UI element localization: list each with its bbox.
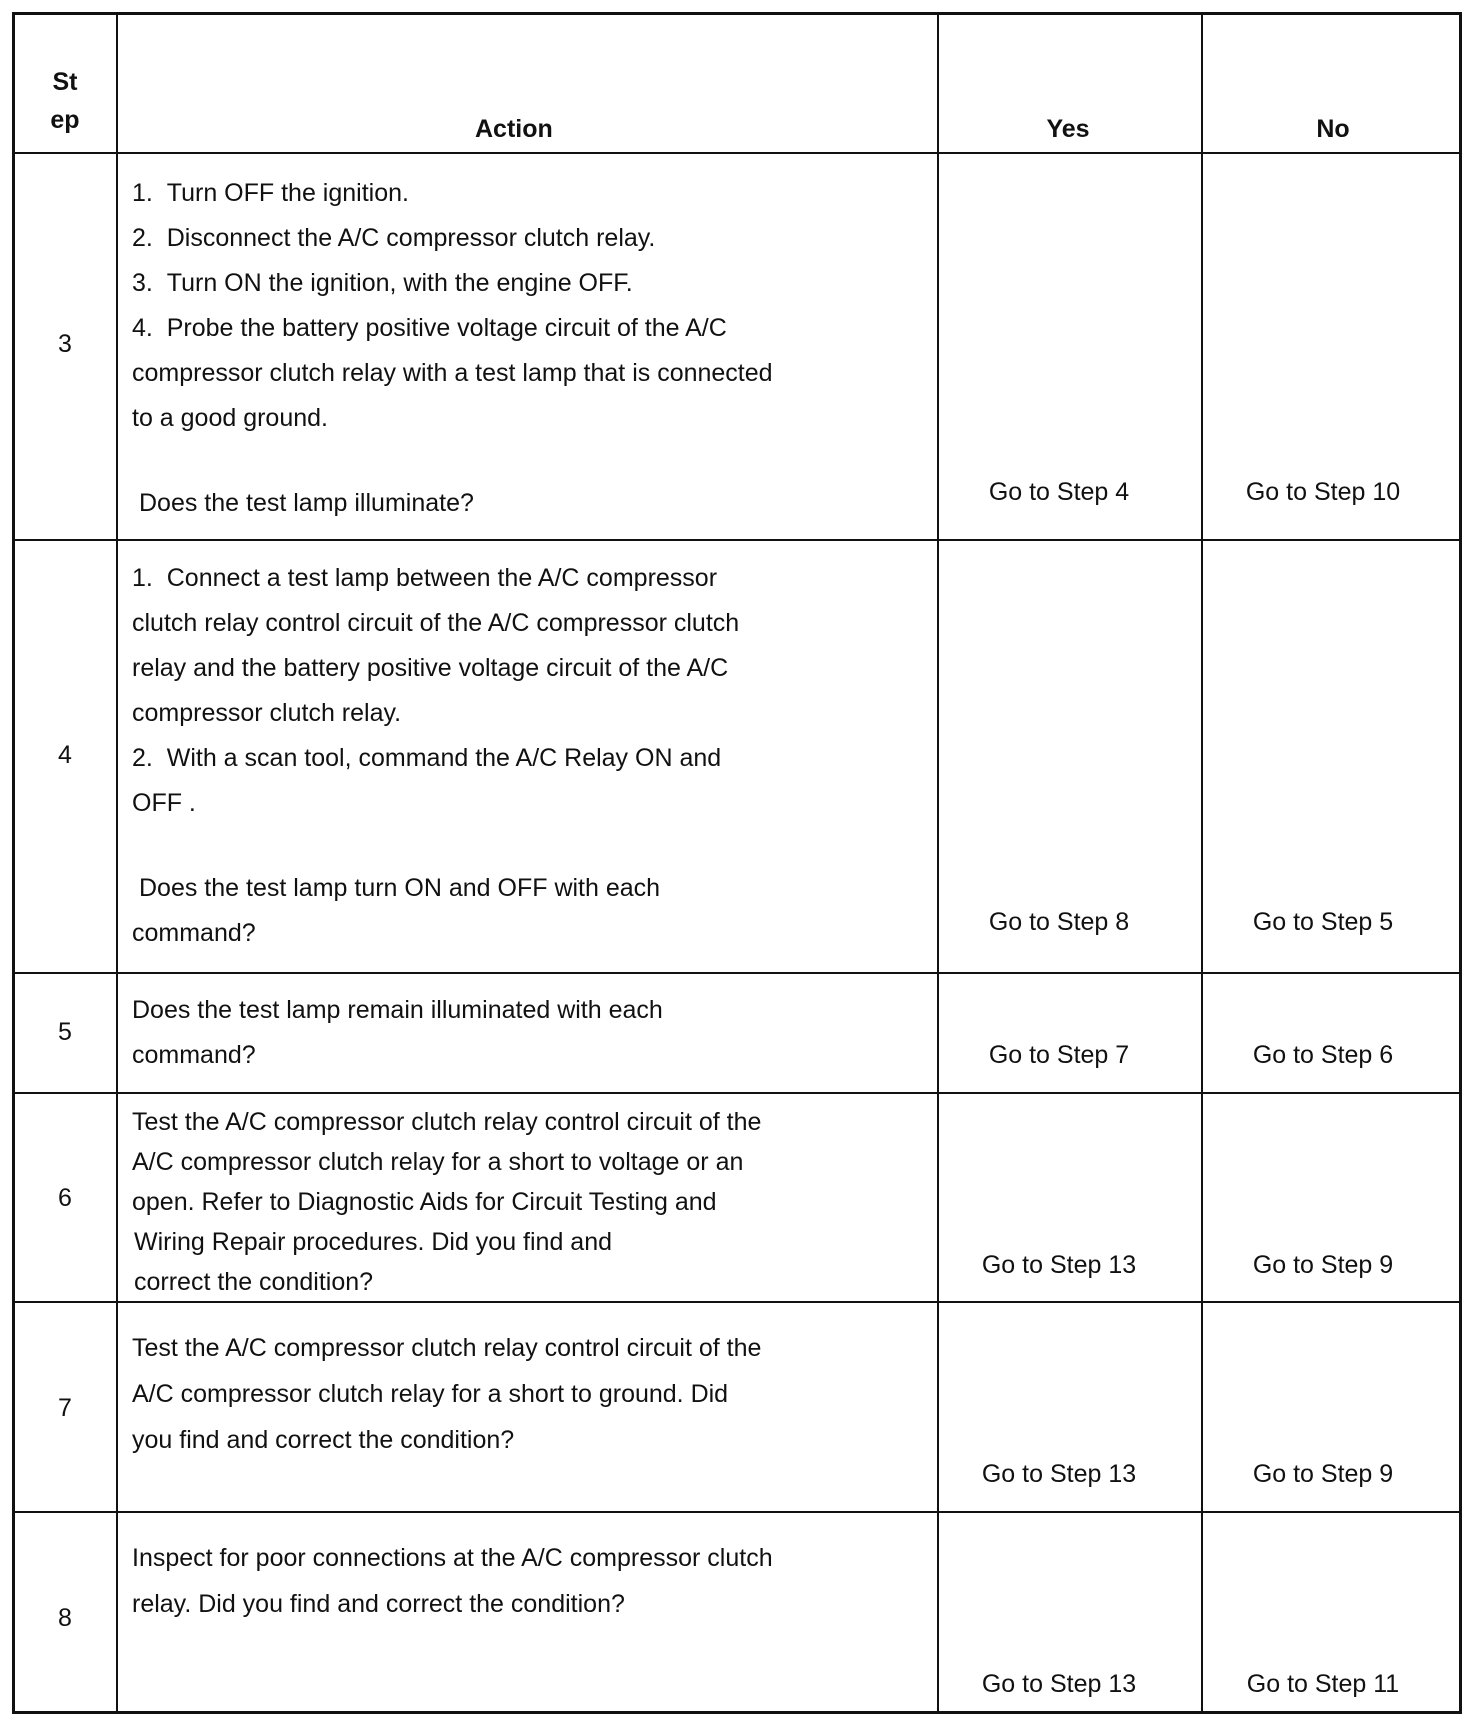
action-line: 2. Disconnect the A/C compressor clutch relay.	[132, 224, 656, 252]
action-line-blank	[132, 441, 773, 481]
action-line: compressor clutch relay.	[132, 699, 402, 727]
yes-outcome: Go to Step 13	[981, 1251, 1137, 1279]
row-divider	[15, 152, 1459, 154]
diagnostic-table	[12, 12, 1462, 1714]
action-line: clutch relay control circuit of the A/C compressor clutch	[132, 609, 740, 637]
action-text	[132, 1102, 761, 1302]
step-number: 5	[58, 1018, 72, 1046]
action-text	[132, 556, 739, 956]
yes-outcome: Go to Step 7	[988, 1041, 1130, 1069]
action-text	[132, 988, 663, 1078]
action-line: OFF .	[132, 789, 196, 817]
no-outcome: Go to Step 6	[1252, 1041, 1394, 1069]
header-step-line-2: ep	[50, 106, 80, 134]
action-line: 1. Turn OFF the ignition.	[132, 179, 409, 207]
header-action: Action	[475, 115, 553, 143]
action-question: command?	[132, 919, 256, 947]
action-question: Does the test lamp turn ON and OFF with each	[139, 874, 661, 902]
action-line: A/C compressor clutch relay for a short to ground. Did	[132, 1380, 729, 1408]
step-number: 4	[58, 741, 72, 769]
action-line: relay. Did you find and correct the condition?	[132, 1590, 625, 1618]
no-outcome: Go to Step 11	[1246, 1670, 1400, 1698]
no-outcome: Go to Step 10	[1245, 478, 1401, 506]
yes-outcome: Go to Step 13	[981, 1670, 1137, 1698]
action-line: Inspect for poor connections at the A/C compressor clutch	[132, 1544, 773, 1572]
action-line: Wiring Repair procedures. Did you find and	[134, 1228, 613, 1256]
step-number: 7	[58, 1394, 72, 1422]
row-divider	[15, 539, 1459, 541]
row-divider	[15, 1511, 1459, 1513]
header-yes: Yes	[1046, 115, 1090, 143]
no-outcome: Go to Step 5	[1252, 908, 1394, 936]
step-number: 3	[58, 330, 72, 358]
action-line: 4. Probe the battery positive voltage circuit of the A/C	[132, 314, 727, 342]
header-no: No	[1316, 115, 1350, 143]
header-step	[25, 63, 105, 139]
yes-outcome: Go to Step 13	[981, 1460, 1137, 1488]
no-outcome: Go to Step 9	[1252, 1251, 1394, 1279]
action-line: 1. Connect a test lamp between the A/C compressor	[132, 564, 718, 592]
yes-outcome: Go to Step 8	[988, 908, 1130, 936]
action-line: open. Refer to Diagnostic Aids for Circuit Testing and	[132, 1188, 717, 1216]
action-text	[132, 171, 773, 526]
action-question: Does the test lamp illuminate?	[139, 489, 474, 517]
action-text	[132, 1535, 773, 1627]
row-divider	[15, 972, 1459, 974]
step-number: 8	[58, 1604, 72, 1632]
action-line: you find and correct the condition?	[132, 1426, 515, 1454]
action-line: A/C compressor clutch relay for a short to voltage or an	[132, 1148, 744, 1176]
action-line: to a good ground.	[132, 404, 328, 432]
yes-outcome: Go to Step 4	[988, 478, 1130, 506]
action-line-blank	[132, 826, 739, 866]
step-number: 6	[58, 1184, 72, 1212]
action-line: 3. Turn ON the ignition, with the engine OFF.	[132, 269, 633, 297]
action-line: Test the A/C compressor clutch relay control circuit of the	[132, 1108, 762, 1136]
action-line: 2. With a scan tool, command the A/C Relay ON and	[132, 744, 722, 772]
action-text	[132, 1325, 761, 1463]
header-step-line-1: St	[52, 68, 78, 96]
action-line: command?	[132, 1041, 256, 1069]
no-outcome: Go to Step 9	[1252, 1460, 1394, 1488]
action-line: compressor clutch relay with a test lamp that is connected	[132, 359, 773, 387]
action-line: correct the condition?	[134, 1268, 374, 1296]
action-line: Does the test lamp remain illuminated with each	[132, 996, 663, 1024]
column-divider	[116, 15, 118, 1711]
action-line: Test the A/C compressor clutch relay control circuit of the	[132, 1334, 762, 1362]
action-line: relay and the battery positive voltage circuit of the A/C	[132, 654, 729, 682]
row-divider	[15, 1092, 1459, 1094]
